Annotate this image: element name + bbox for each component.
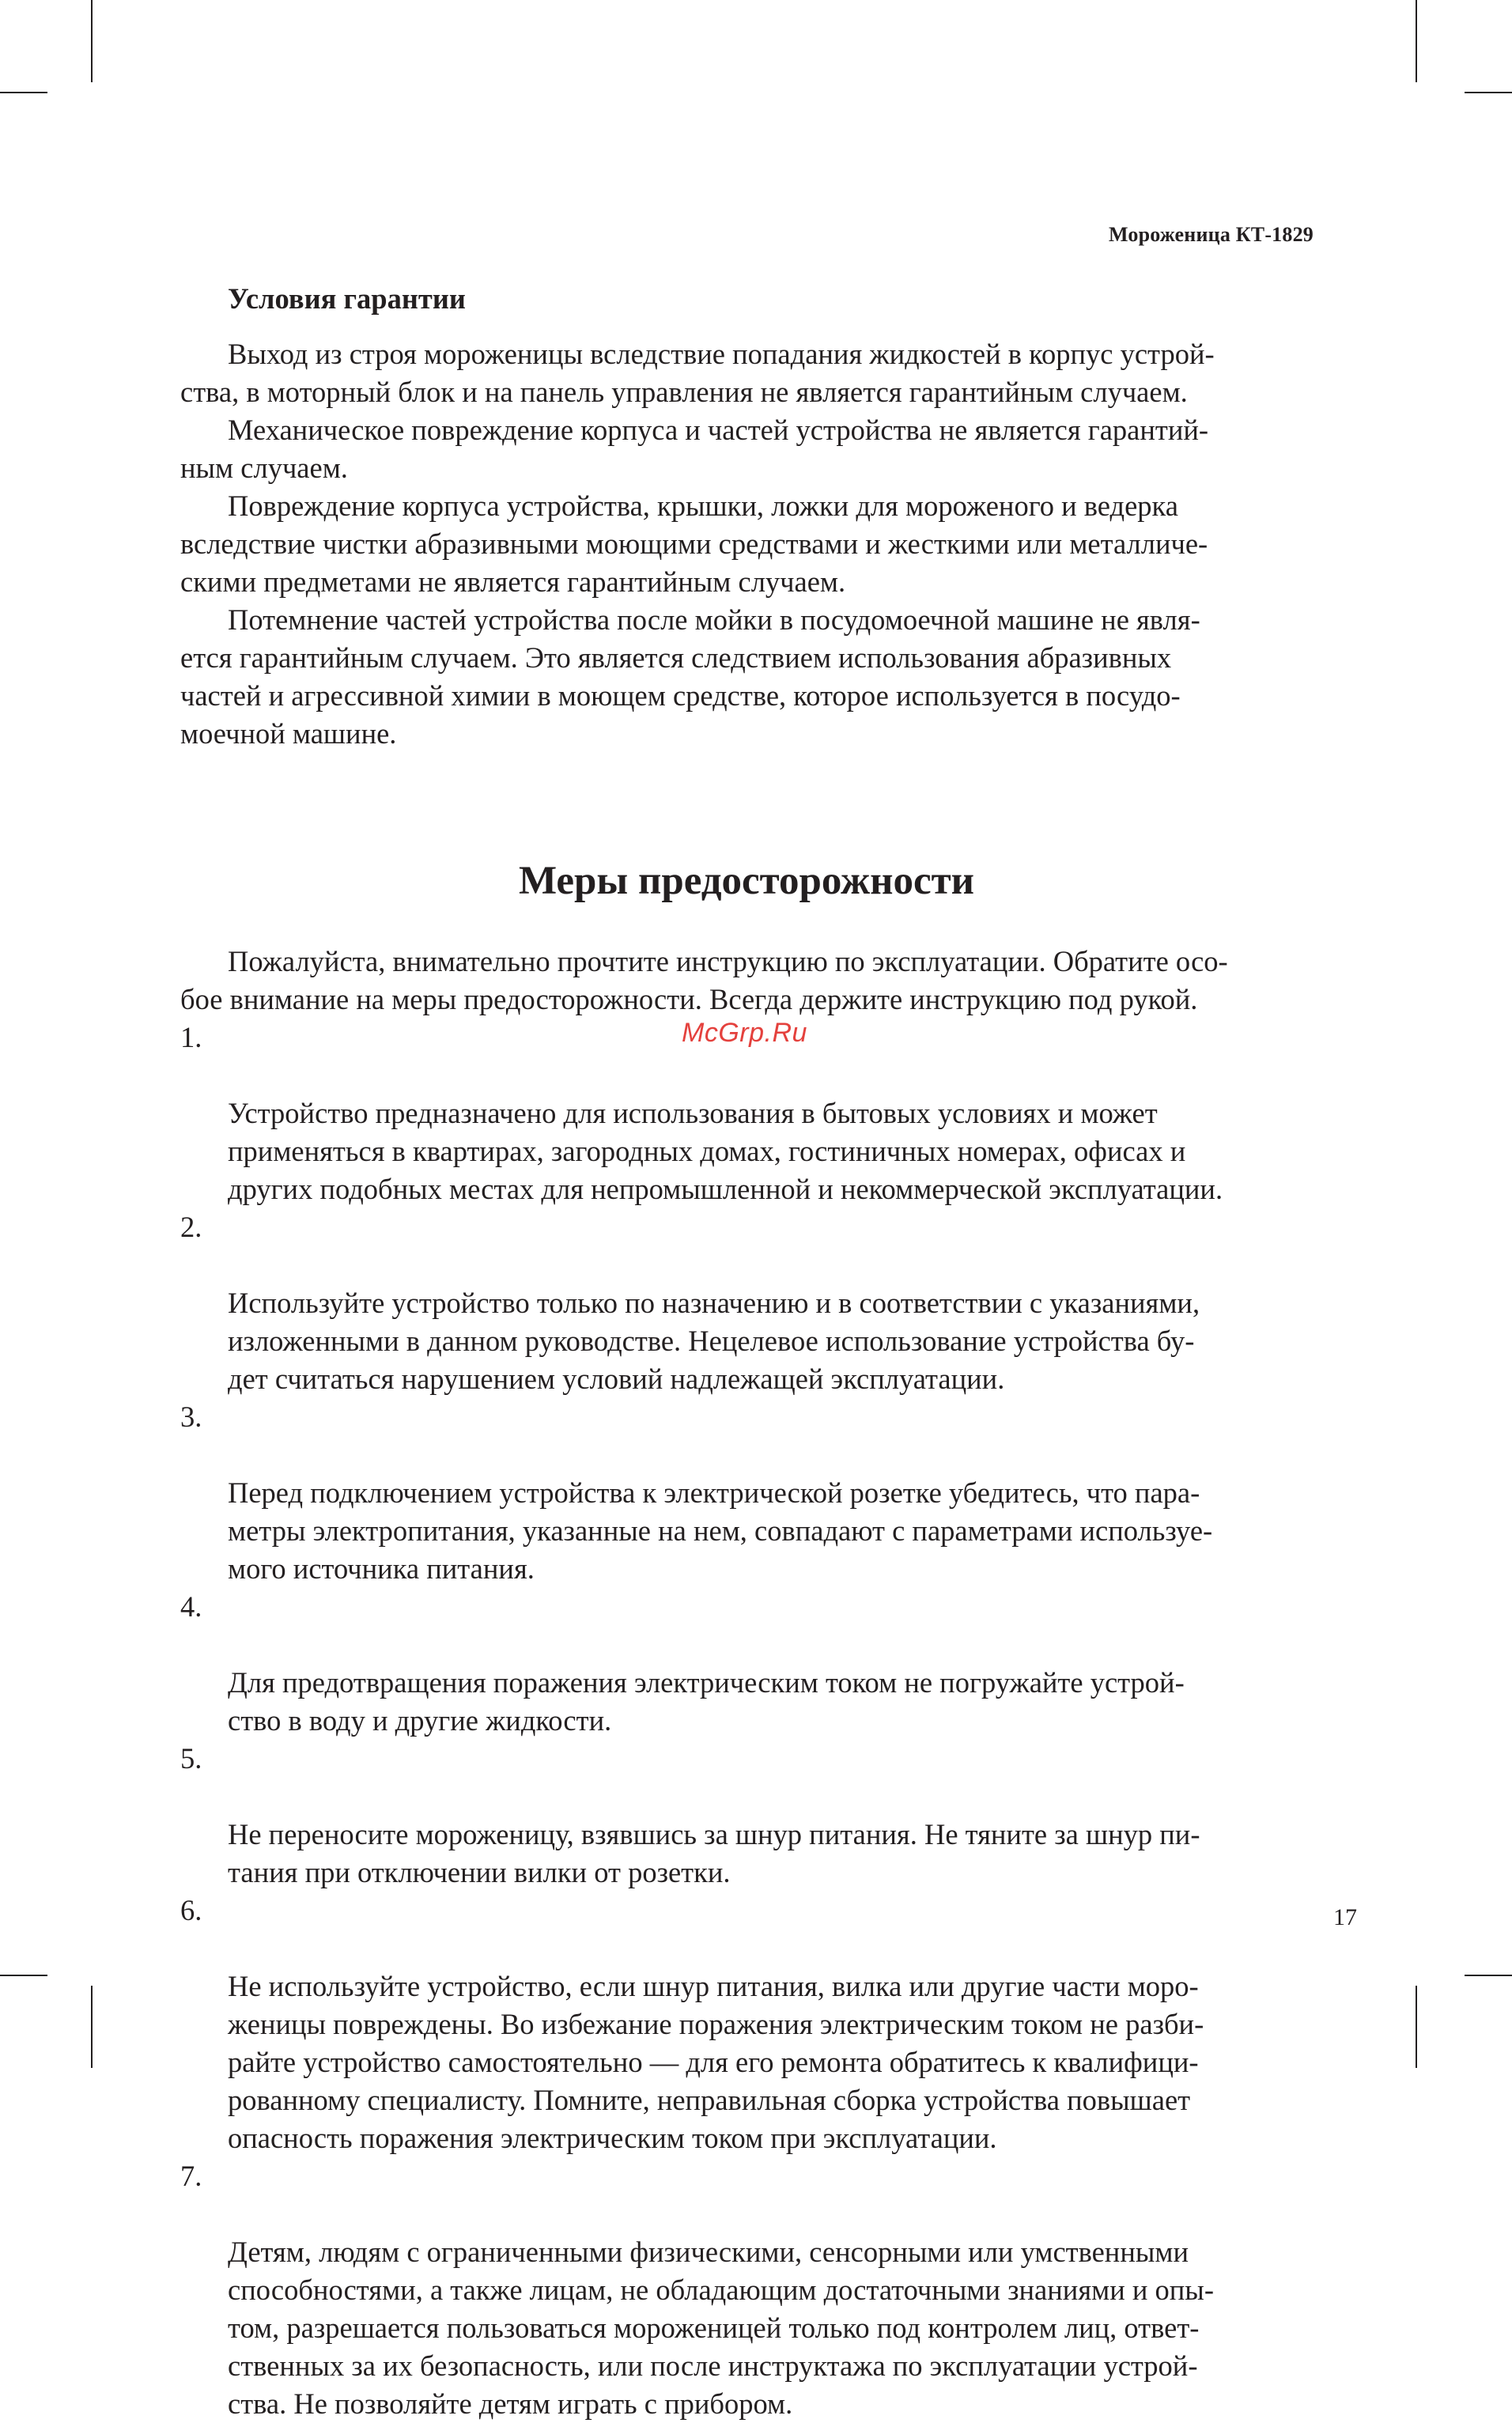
page-number: 17: [1333, 1904, 1357, 1930]
list-item-number: 6.: [180, 1894, 202, 1926]
list-item-number: 1.: [180, 1021, 202, 1053]
watermark: McGrp.Ru: [682, 1018, 807, 1048]
precautions-title: Меры предосторожности: [518, 859, 975, 903]
crop-mark: [91, 1986, 93, 2068]
list-item-text: Для предотвращения поражения электрическим током не погружайте устрой- ство в воду и другие жидкости.: [228, 1666, 1185, 1737]
list-item: [180, 1588, 1313, 1740]
list-item: [180, 1398, 1313, 1588]
list-item-number: 2.: [180, 1211, 202, 1243]
list-item-number: 7.: [180, 2160, 202, 2192]
list-item: [180, 2157, 1313, 2423]
list-item-text: Не переносите мороженицу, взявшись за шнур питания. Не тяните за шнур пи- тания при отключении вилки от розетки.: [228, 1818, 1200, 1888]
list-item-number: 5.: [180, 1742, 202, 1775]
crop-mark: [1465, 92, 1512, 93]
warranty-paragraph: Повреждение корпуса устройства, крышки, ложки для мороженого и ведерка вследствие чистки абразивными моющими средствами и жесткими или металличе- скими предметами не является гарантийным случаем.: [180, 490, 1208, 598]
crop-mark: [91, 0, 93, 82]
warranty-section: [180, 280, 1313, 753]
precautions-section: [180, 943, 1313, 2423]
list-item: [180, 1208, 1313, 1398]
list-item-text: Детям, людям с ограниченными физическими, сенсорными или умственными способностями, а также лицам, не обладающим достаточными знаниями и опы- том, разрешается пользоваться мороженицей только под контролем лиц, ответ- ственных за их безопасность, или после инструктажа по эксплуатации устрой- ства. Не позволяйте детям играть с прибором.: [228, 2236, 1214, 2420]
warranty-paragraph: Выход из строя мороженицы вследствие попадания жидкостей в корпус устрой- ства, в моторный блок и на панель управления не является гарантийным случаем.: [180, 338, 1215, 408]
list-item-text: Не используйте устройство, если шнур питания, вилка или другие части моро- женицы повреждены. Во избежание поражения электрическим током не разби- райте устройство самостоятельно — для его ремонта обратитесь к квалифици- рованному специалисту. Помните, неправильная сборка устройства повышает опасность поражения электрическим током при эксплуатации.: [228, 1970, 1204, 2154]
precautions-list: [180, 1019, 1313, 2423]
list-item-text: Устройство предназначено для использования в бытовых условиях и может применяться в квартирах, загородных домах, гостиничных номерах, офисах и других подобных местах для непромышленной и некоммерческой эксплуатации.: [228, 1097, 1223, 1205]
list-item-number: 3.: [180, 1401, 202, 1433]
crop-mark: [0, 92, 47, 93]
list-item-text: Используйте устройство только по назначению и в соответствии с указаниями, изложенными в данном руководстве. Нецелевое использование устройства бу- дет считаться нарушением условий надлежащей эксплуатации.: [228, 1287, 1200, 1395]
warranty-paragraph: Потемнение частей устройства после мойки в посудомоечной машине не явля- ется гарантийным случаем. Это является следствием использования абразивных частей и агрессивной химии в моющем средстве, которое используется в посудо- моечной машине.: [180, 603, 1200, 750]
list-item: [180, 1740, 1313, 1892]
list-item-number: 4.: [180, 1590, 202, 1623]
list-item-text: Перед подключением устройства к электрической розетке убедитесь, что пара- метры электропитания, указанные на нем, совпадают с параметрами используе- мого источника питания.: [228, 1476, 1213, 1585]
crop-mark: [1416, 1986, 1417, 2068]
crop-mark: [1416, 0, 1417, 82]
list-item: [180, 1892, 1313, 2157]
running-header: Мороженица КТ-1829: [1109, 223, 1314, 246]
precautions-intro: Пожалуйста, внимательно прочтите инструкцию по эксплуатации. Обратите осо- бое внимание на меры предосторожности. Всегда держите инструкцию под рукой.: [180, 945, 1228, 1015]
crop-mark: [1465, 1975, 1512, 1976]
warranty-title: Условия гарантии: [228, 282, 466, 315]
warranty-paragraph: Механическое повреждение корпуса и частей устройства не является гарантий- ным случаем.: [180, 414, 1209, 484]
crop-mark: [0, 1975, 47, 1976]
